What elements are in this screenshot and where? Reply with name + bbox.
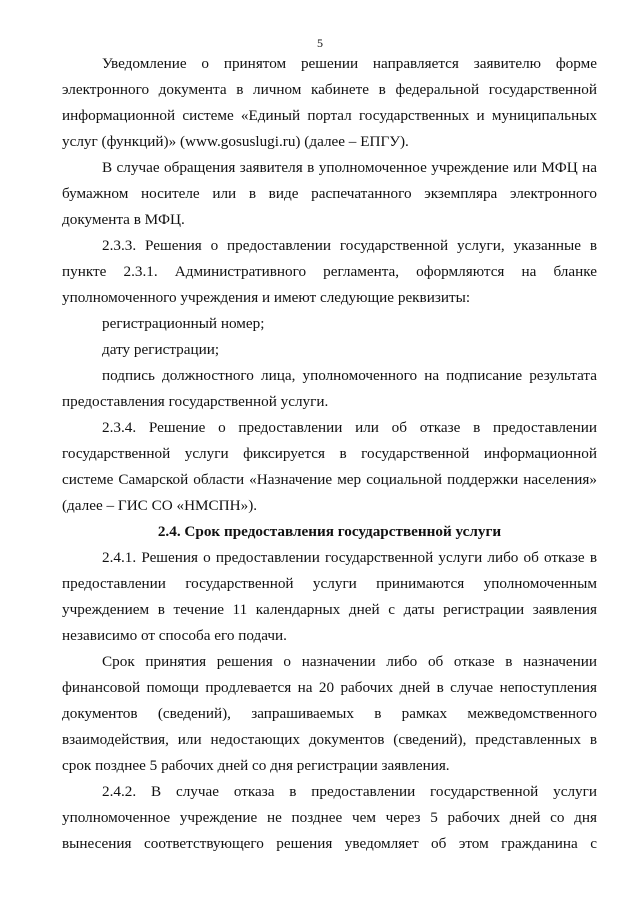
section-heading-2-4: 2.4. Срок предоставления государственной услуги [157,523,502,540]
list-item-official-signature: подпись должностного лица, уполномоченного на подписание результата предоставления государственной услуги. [62,367,597,410]
paragraph-paper-request: В случае обращения заявителя в уполномоченное учреждение или МФЦ на бумажном носителе или в виде распечатанного экземпляра электронного документа в МФЦ. [62,159,597,228]
paragraph-term-extension: Срок принятия решения о назначении либо об отказе в назначении финансовой помощи продлевается на 20 рабочих дней в случае непоступления документов (сведений), запрашиваемых в рамках межведомственного взаимодействия, или недостающих документов (сведений), представленных в срок позднее 5 рабочих дней со дня регистрации заявления. [62,653,597,774]
page-number: 5 [317,36,323,50]
paragraph-2-4-1: 2.4.1. Решения о предоставлении государственной услуги либо об отказе в предоставлении государственной услуги принимаются уполномоченным учреждением в течение 11 календарных дней с даты регистрации заявления независимо от способа его подачи. [62,549,597,644]
paragraph-2-3-4: 2.3.4. Решение о предоставлении или об отказе в предоставлении государственной услуги фиксируется в государственной информационной системе Самарской области «Назначение мер социальной поддержки населения» (далее – ГИС СО «НМСПН»). [62,419,597,514]
paragraph-2-4-2: 2.4.2. В случае отказа в предоставлении государственной услуги уполномоченное учреждение не позднее чем через 5 рабочих дней со дня вынесения соответствующего решения уведомляет об этом гражданина с [62,783,597,852]
paragraph-notification: Уведомление о принятом решении направляется заявителю форме электронного документа в личном кабинете в федеральной государственной информационной системе «Единый портал государственных и муниципальных услуг (функций)» (www.gosuslugi.ru) (далее – ЕПГУ). [62,55,597,150]
paragraph-2-3-3: 2.3.3. Решения о предоставлении государственной услуги, указанные в пункте 2.3.1. Административного регламента, оформляются на бланке уполномоченного учреждения и имеют следующие реквизиты: [62,237,597,306]
list-item-registration-number: регистрационный номер; [102,315,265,332]
list-item-registration-date: дату регистрации; [102,341,220,358]
document-body [62,51,597,857]
